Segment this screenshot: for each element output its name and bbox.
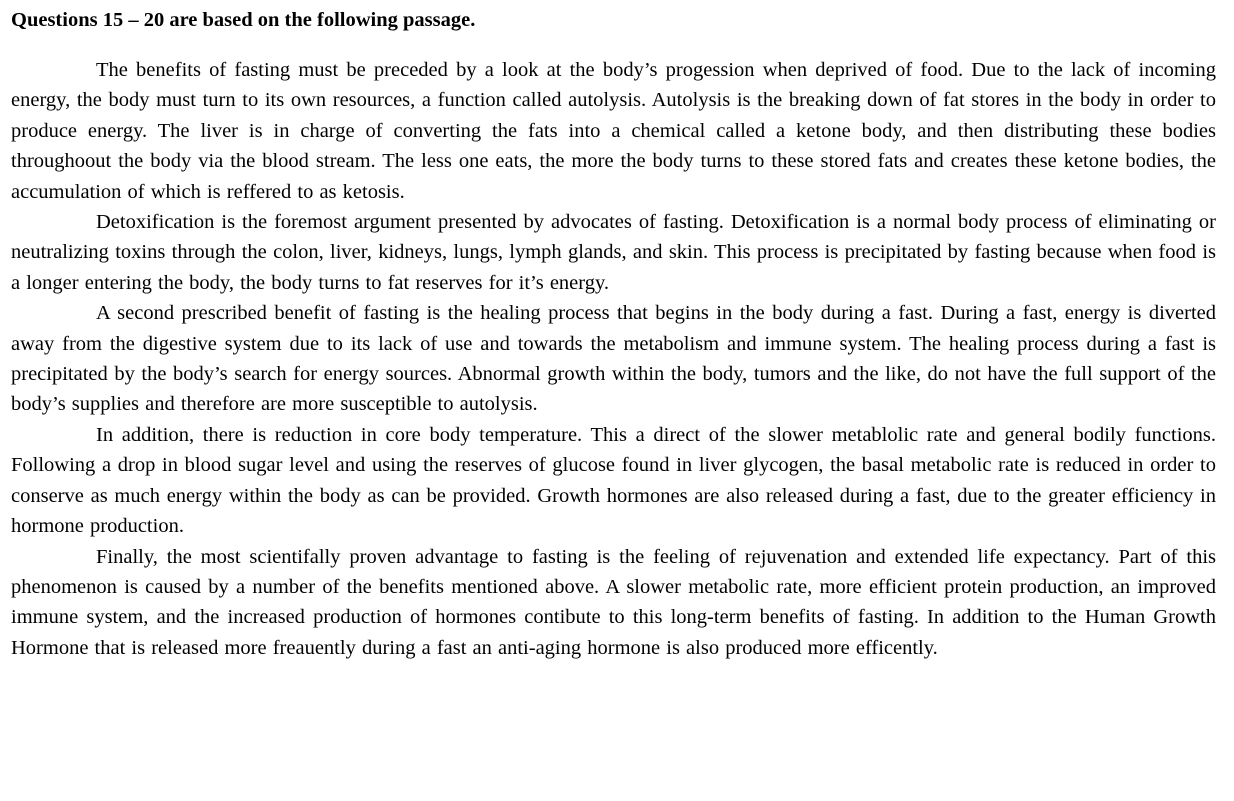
passage-heading: Questions 15 – 20 are based on the following passage. — [11, 9, 476, 31]
passage-paragraph-3: A second prescribed benefit of fasting is the healing process that begins in the body during a fast. During a fast, energy is diverted away from the digestive system due to its lack of use and towards the metabolism and immune system. The healing process during a fast is precipitated by the body’s search for energy sources. Abnormal growth within the body, tumors and the like, do not have the full support of the body’s supplies and therefore are more susceptible to autolysis. — [11, 302, 1216, 416]
passage-paragraph-1: The benefits of fasting must be preceded by a look at the body’s progession when deprived of food. Due to the lack of incoming energy, the body must turn to its own resources, a function called autolysis. Autolysis is the breaking down of fat stores in the body in order to produce energy. The liver is in charge of converting the fats into a chemical called a ketone body, and then distributing these bodies throughoout the body via the blood stream. The less one eats, the more the body turns to these stored fats and creates these ketone bodies, the accumulation of which is reffered to as ketosis. — [11, 59, 1216, 203]
passage-paragraph-5: Finally, the most scientifally proven advantage to fasting is the feeling of rejuvenation and extended life expectancy. Part of this phenomenon is caused by a number of the benefits mentioned above. A slower metabolic rate, more efficient protein production, an improved immune system, and the increased production of hormones contibute to this long-term benefits of fasting. In addition to the Human Growth Hormone that is released more freauently during a fast an anti-aging hormone is also produced more efficently. — [11, 545, 1216, 659]
passage-paragraph-4: In addition, there is reduction in core body temperature. This a direct of the slower metablolic rate and general bodily functions. Following a drop in blood sugar level and using the reserves of glucose found in liver glycogen, the basal metabolic rate is reduced in order to conserve as much energy within the body as can be provided. Growth hormones are also released during a fast, due to the greater efficiency in hormone production. — [11, 423, 1216, 538]
passage-paragraph-2: Detoxification is the foremost argument presented by advocates of fasting. Detoxification is a normal body process of eliminating or neutralizing toxins through the colon, liver, kidneys, lungs, lymph glands, and skin. This process is precipitated by fasting because when food is a longer entering the body, the body turns to fat reserves for it’s energy. — [11, 211, 1216, 294]
